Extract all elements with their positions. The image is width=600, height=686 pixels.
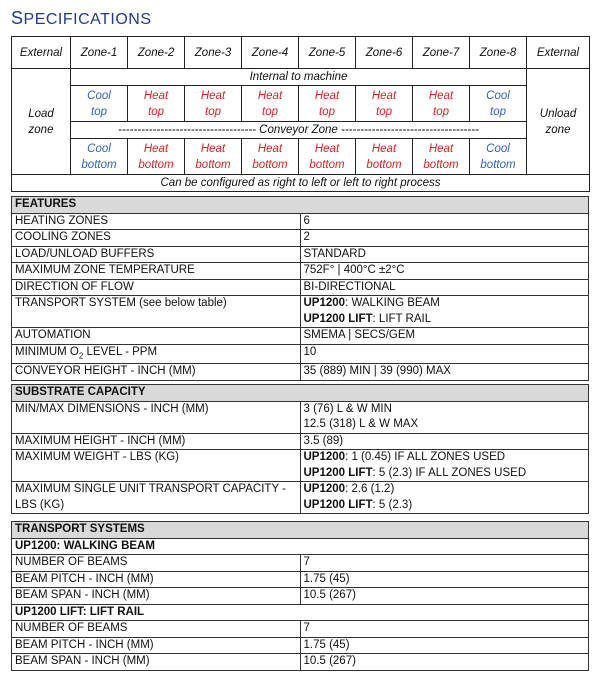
minimum-o2-label: MINIMUM $O_2$ LEVEL - PPM xyxy=(12,344,301,364)
transport-systems-heading: TRANSPORT SYSTEMS xyxy=(12,522,589,539)
spec-value: 1.75 (45) xyxy=(300,571,589,588)
substrate-heading: SUBSTRATE CAPACITY xyxy=(12,385,589,402)
spec-value: BI-DIRECTIONAL xyxy=(300,279,589,296)
unload-zone-label: Unload zone xyxy=(527,69,590,175)
spec-label: HEATING ZONES xyxy=(12,213,301,230)
page-title-initial: S xyxy=(11,8,24,28)
heating-zone-cell: Heat bottom xyxy=(299,139,356,175)
spec-value: 6 xyxy=(300,213,589,230)
max-height-label: MAXIMUM HEIGHT - INCH (MM) xyxy=(12,433,301,450)
table-row xyxy=(12,328,589,345)
load-zone-label: Load zone xyxy=(12,69,71,175)
table-row xyxy=(12,401,589,433)
max-weight-value: UP1200: 1 (0.45) IF ALL ZONES USED UP1200 LIFT: 5 (2.3) IF ALL ZONES USED xyxy=(300,450,589,482)
zone-label: Zone-5 xyxy=(299,37,356,69)
conveyor-zone-label: ------------------------------------ Conveyor Zone ------------------------------------ xyxy=(71,122,527,139)
heating-zone-cell: Heat bottom xyxy=(242,139,299,175)
cooling-zone-cell: Cool top xyxy=(71,86,128,122)
cooling-zone-cell: Cool bottom xyxy=(470,139,527,175)
spec-value: 752F° | 400°C ±2°C xyxy=(300,263,589,280)
spec-value: 1.75 (45) xyxy=(300,637,589,654)
single-unit-capacity-value: UP1200: 2.6 (1.2) UP1200 LIFT: 5 (2.3) xyxy=(300,482,589,514)
spec-label: NUMBER OF BEAMS xyxy=(12,555,301,572)
internal-label: Internal to machine xyxy=(71,69,527,86)
table-row xyxy=(12,482,589,514)
lift-rail-title: UP1200 LIFT: LIFT RAIL xyxy=(12,604,589,621)
heating-zone-cell: Heat top xyxy=(128,86,185,122)
zone-label: Zone-1 xyxy=(71,37,128,69)
cooling-zone-cell: Cool top xyxy=(470,86,527,122)
external-left-label: External xyxy=(12,37,71,69)
spec-label: COOLING ZONES xyxy=(12,230,301,247)
dimensions-label: MIN/MAX DIMENSIONS - INCH (MM) xyxy=(12,401,301,433)
single-unit-capacity-label: MAXIMUM SINGLE UNIT TRANSPORT CAPACITY - LBS (KG) xyxy=(12,482,301,514)
table-row xyxy=(12,588,589,605)
transport-system-label: TRANSPORT SYSTEM (see below table) xyxy=(12,296,301,328)
spec-value: 35 (889) MIN | 39 (990) MAX xyxy=(300,364,589,381)
spec-value: 2 xyxy=(300,230,589,247)
spec-label: CONVEYOR HEIGHT - INCH (MM) xyxy=(12,364,301,381)
spec-value: STANDARD xyxy=(300,246,589,263)
heating-zone-cell: Heat top xyxy=(356,86,413,122)
table-row xyxy=(12,296,589,328)
zone-diagram xyxy=(11,36,590,192)
table-row xyxy=(12,555,589,572)
minimum-o2-value: 10 xyxy=(300,344,589,364)
table-row xyxy=(12,654,589,671)
spec-label: BEAM PITCH - INCH (MM) xyxy=(12,571,301,588)
heating-zone-cell: Heat bottom xyxy=(413,139,470,175)
page-title-rest: PECIFICATIONS xyxy=(23,11,152,28)
dimensions-value: 3 (76) L & W MIN 12.5 (318) L & W MAX xyxy=(300,401,589,433)
zone-label: Zone-4 xyxy=(242,37,299,69)
external-right-label: External xyxy=(527,37,590,69)
spec-label: DIRECTION OF FLOW xyxy=(12,279,301,296)
table-row xyxy=(12,246,589,263)
substrate-capacity-table xyxy=(11,384,589,514)
transport-systems-table xyxy=(11,521,589,671)
zone-label: Zone-6 xyxy=(356,37,413,69)
spec-label: AUTOMATION xyxy=(12,328,301,345)
page-title xyxy=(11,8,152,29)
spec-value: 7 xyxy=(300,621,589,638)
spec-label: NUMBER OF BEAMS xyxy=(12,621,301,638)
table-row xyxy=(12,637,589,654)
transport-system-value: UP1200: WALKING BEAM UP1200 LIFT: LIFT RAIL xyxy=(300,296,589,328)
walking-beam-title: UP1200: WALKING BEAM xyxy=(12,538,589,555)
spec-value: 7 xyxy=(300,555,589,572)
table-row xyxy=(12,450,589,482)
heating-zone-cell: Heat top xyxy=(413,86,470,122)
table-row xyxy=(12,344,589,364)
spec-label: BEAM SPAN - INCH (MM) xyxy=(12,654,301,671)
heating-zone-cell: Heat bottom xyxy=(128,139,185,175)
zone-label: Zone-3 xyxy=(185,37,242,69)
spec-label: MAXIMUM ZONE TEMPERATURE xyxy=(12,263,301,280)
spec-label: LOAD/UNLOAD BUFFERS xyxy=(12,246,301,263)
table-row xyxy=(12,213,589,230)
table-row xyxy=(12,279,589,296)
table-row xyxy=(12,621,589,638)
heating-zone-cell: Heat top xyxy=(185,86,242,122)
features-heading: FEATURES xyxy=(12,197,589,214)
configuration-note: Can be configured as right to left or left to right process xyxy=(12,175,590,192)
spec-value: SMEMA | SECS/GEM xyxy=(300,328,589,345)
table-row xyxy=(12,364,589,381)
table-row xyxy=(12,263,589,280)
zone-label: Zone-2 xyxy=(128,37,185,69)
heating-zone-cell: Heat top xyxy=(299,86,356,122)
spec-value: 10.5 (267) xyxy=(300,588,589,605)
heating-zone-cell: Heat bottom xyxy=(185,139,242,175)
max-height-value: 3.5 (89) xyxy=(300,433,589,450)
spec-value: 10.5 (267) xyxy=(300,654,589,671)
table-row xyxy=(12,230,589,247)
spec-label: BEAM PITCH - INCH (MM) xyxy=(12,637,301,654)
spec-label: BEAM SPAN - INCH (MM) xyxy=(12,588,301,605)
max-weight-label: MAXIMUM WEIGHT - LBS (KG) xyxy=(12,450,301,482)
zone-label: Zone-8 xyxy=(470,37,527,69)
zone-label: Zone-7 xyxy=(413,37,470,69)
cooling-zone-cell: Cool bottom xyxy=(71,139,128,175)
table-row xyxy=(12,433,589,450)
table-row xyxy=(12,571,589,588)
heating-zone-cell: Heat bottom xyxy=(356,139,413,175)
features-table xyxy=(11,196,589,381)
heating-zone-cell: Heat top xyxy=(242,86,299,122)
